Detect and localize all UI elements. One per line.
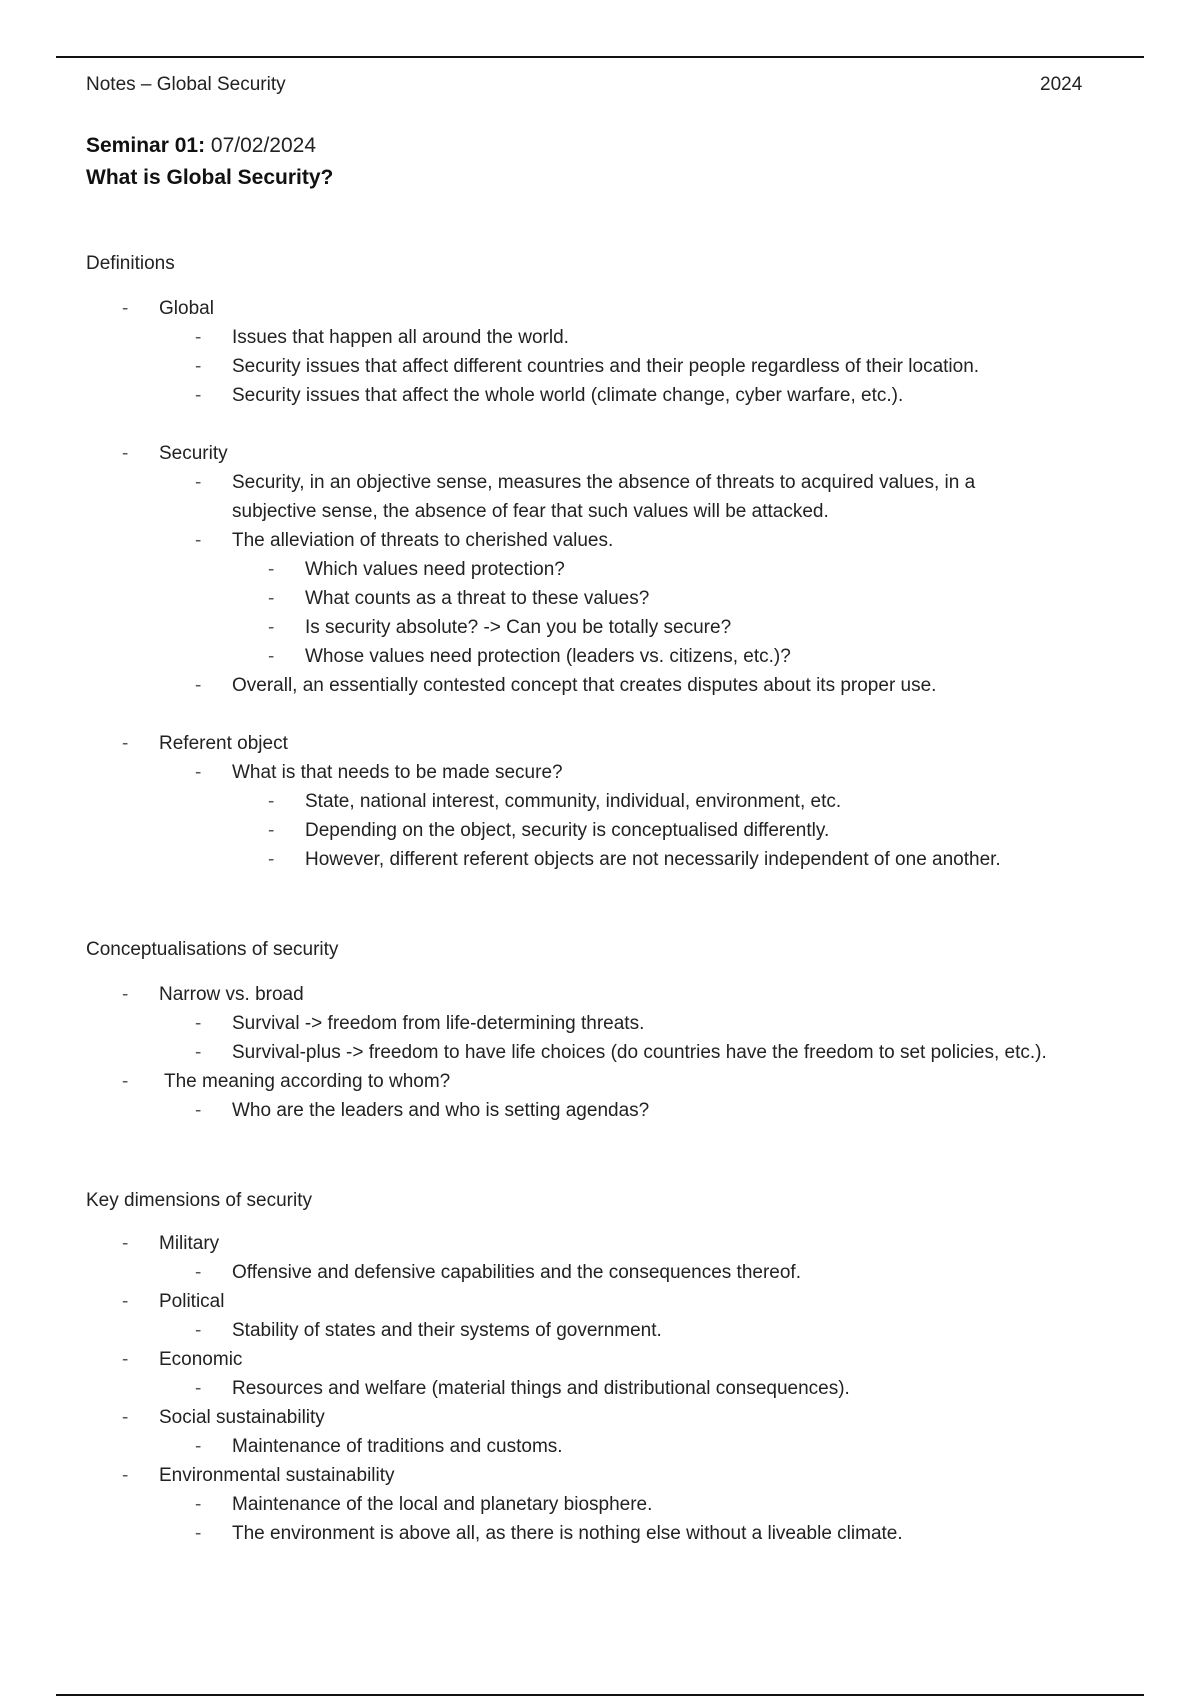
item-text: Who are the leaders and who is setting agendas?	[232, 1100, 650, 1121]
bullet-dash: -	[268, 646, 275, 667]
item-text: Which values need protection?	[305, 559, 565, 580]
top-rule	[56, 56, 1144, 58]
item-text: Narrow vs. broad	[159, 984, 304, 1005]
item-text: The environment is above all, as there is nothing else without a liveable climate.	[232, 1523, 903, 1544]
item-text: Environmental sustainability	[159, 1465, 395, 1486]
seminar-date: 07/02/2024	[205, 134, 316, 157]
list-item	[86, 323, 1146, 352]
bullet-dash: -	[122, 733, 129, 754]
list-item	[86, 294, 1146, 323]
item-text: Issues that happen all around the world.	[232, 327, 569, 348]
section-heading-key-dimensions: Key dimensions of security	[86, 1190, 312, 1211]
bullet-dash: -	[268, 820, 275, 841]
bullet-dash: -	[195, 1320, 202, 1341]
dimensions-list	[86, 1229, 1146, 1548]
list-item	[86, 555, 1146, 584]
list-item	[86, 439, 1146, 468]
bullet-dash: -	[122, 443, 129, 464]
list-item	[86, 671, 1146, 700]
item-text: Depending on the object, security is conceptualised differently.	[305, 820, 830, 841]
bullet-dash: -	[195, 762, 202, 783]
list-item	[86, 980, 1146, 1009]
list-item	[86, 381, 1146, 410]
item-text: Overall, an essentially contested concept that creates disputes about its proper use.	[232, 675, 937, 696]
bullet-dash: -	[268, 617, 275, 638]
bullet-dash: -	[195, 385, 202, 406]
seminar-title: What is Global Security?	[86, 166, 334, 189]
definitions-list	[86, 294, 1146, 874]
list-item	[86, 729, 1146, 758]
item-text: Maintenance of traditions and customs.	[232, 1436, 563, 1457]
bullet-dash: -	[195, 1262, 202, 1283]
item-text: Security issues that affect the whole world (climate change, cyber warfare, etc.).	[232, 385, 904, 406]
list-item	[86, 352, 1146, 381]
item-text: Survival -> freedom from life-determining threats.	[232, 1013, 645, 1034]
conceptualisations-list	[86, 980, 1146, 1125]
item-text: Resources and welfare (material things and distributional consequences).	[232, 1378, 850, 1399]
item-text: Stability of states and their systems of government.	[232, 1320, 662, 1341]
list-item	[86, 1345, 1146, 1374]
item-text: Military	[159, 1233, 220, 1254]
list-item	[86, 1519, 1146, 1548]
document-header-year: 2024	[1040, 74, 1083, 95]
bullet-dash: -	[122, 984, 129, 1005]
item-text: State, national interest, community, individual, environment, etc.	[305, 791, 842, 812]
item-text: Whose values need protection (leaders vs. citizens, etc.)?	[305, 646, 791, 667]
list-item	[86, 1038, 1146, 1067]
list-item	[86, 1432, 1146, 1461]
list-item	[86, 1096, 1146, 1125]
item-text: What is that needs to be made secure?	[232, 762, 563, 783]
seminar-line	[86, 130, 1146, 162]
bullet-dash: -	[122, 1407, 129, 1428]
item-text: Survival-plus -> freedom to have life choices (do countries have the freedom to set policies, etc.).	[232, 1042, 1047, 1063]
bullet-dash: -	[195, 472, 202, 493]
bullet-dash: -	[268, 849, 275, 870]
bullet-dash: -	[122, 1291, 129, 1312]
list-item	[86, 1258, 1146, 1287]
bullet-dash: -	[122, 1071, 129, 1092]
item-text: What counts as a threat to these values?	[305, 588, 650, 609]
list-item	[86, 1287, 1146, 1316]
list-item	[86, 758, 1146, 787]
document-body	[86, 130, 1146, 1548]
list-item	[86, 613, 1146, 642]
item-text: Security issues that affect different countries and their people regardless of their location.	[232, 356, 980, 377]
item-text: The meaning according to whom?	[164, 1071, 451, 1092]
bullet-dash: -	[122, 1349, 129, 1370]
item-text: Political	[159, 1291, 225, 1312]
list-item	[86, 787, 1146, 816]
bullet-dash: -	[195, 530, 202, 551]
bullet-dash: -	[268, 588, 275, 609]
item-text: Is security absolute? -> Can you be totally secure?	[305, 617, 732, 638]
item-text: The alleviation of threats to cherished values.	[232, 530, 614, 551]
seminar-label: Seminar 01:	[86, 134, 206, 157]
item-text: Offensive and defensive capabilities and the consequences thereof.	[232, 1262, 801, 1283]
bullet-dash: -	[195, 1494, 202, 1515]
section-heading-conceptualisations: Conceptualisations of security	[86, 939, 339, 960]
bullet-dash: -	[195, 1378, 202, 1399]
list-item	[86, 642, 1146, 671]
bullet-dash: -	[195, 1042, 202, 1063]
bullet-dash: -	[195, 356, 202, 377]
list-item	[86, 1374, 1146, 1403]
bullet-dash: -	[195, 1523, 202, 1544]
list-item	[86, 1229, 1146, 1258]
list-item	[86, 468, 1146, 526]
list-item	[86, 816, 1146, 845]
bullet-dash: -	[195, 1436, 202, 1457]
item-text: Security, in an objective sense, measures the absence of threats to acquired values, in a subjective sense, the absence of fear that such values will be attacked.	[232, 472, 976, 522]
list-item	[86, 1009, 1146, 1038]
bullet-dash: -	[122, 1233, 129, 1254]
list-item	[86, 1403, 1146, 1432]
list-item	[86, 584, 1146, 613]
list-item	[86, 1490, 1146, 1519]
bullet-dash: -	[268, 559, 275, 580]
item-text: Economic	[159, 1349, 243, 1370]
list-item	[86, 1461, 1146, 1490]
list-item	[86, 526, 1146, 555]
bullet-dash: -	[195, 1013, 202, 1034]
bullet-dash: -	[122, 1465, 129, 1486]
bullet-dash: -	[195, 327, 202, 348]
bullet-dash: -	[268, 791, 275, 812]
item-text: Social sustainability	[159, 1407, 325, 1428]
item-text: However, different referent objects are not necessarily independent of one another.	[305, 849, 1001, 870]
section-heading-definitions: Definitions	[86, 253, 175, 274]
bullet-dash: -	[195, 1100, 202, 1121]
bottom-rule	[56, 1694, 1144, 1696]
bullet-dash: -	[122, 298, 129, 319]
list-item	[86, 1316, 1146, 1345]
list-item	[86, 845, 1146, 874]
item-text: Referent object	[159, 733, 288, 754]
item-text: Security	[159, 443, 228, 464]
item-text: Maintenance of the local and planetary biosphere.	[232, 1494, 653, 1515]
bullet-dash: -	[195, 675, 202, 696]
list-item	[86, 1067, 1146, 1096]
document-header-title: Notes – Global Security	[86, 74, 286, 95]
item-text: Global	[159, 298, 214, 319]
